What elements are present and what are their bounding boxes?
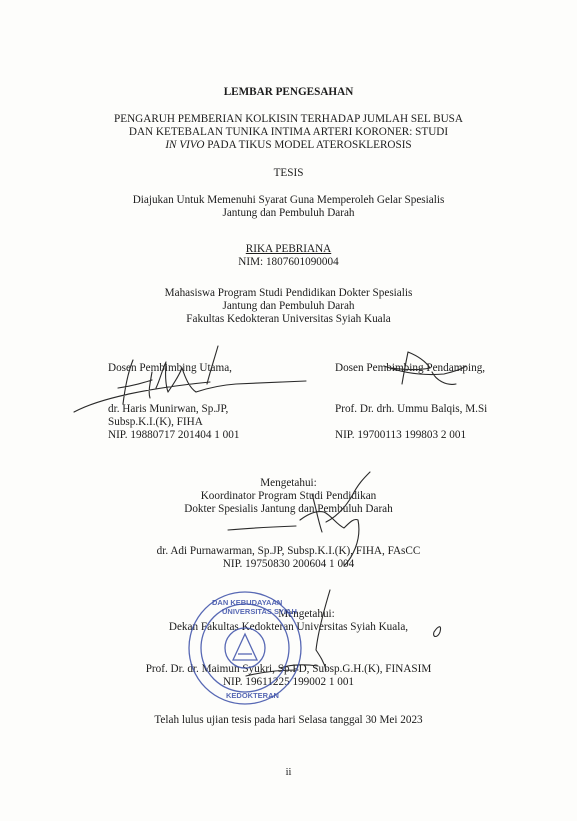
stamp-text-bottom: KEDOKTERAN bbox=[226, 691, 279, 700]
supervisor-main-nip: NIP. 19880717 201404 1 001 bbox=[108, 429, 240, 441]
purpose-line1: Diajukan Untuk Memenuhi Syarat Guna Memperoleh Gelar Spesialis bbox=[132, 194, 445, 206]
program-line3: Fakultas Kedokteran Universitas Syiah Kuala bbox=[186, 313, 391, 325]
dean-role: Dekan Fakultas Kedokteran Universitas Syiah Kuala, bbox=[168, 621, 409, 633]
coordinator-nip: NIP. 19750830 200604 1 004 bbox=[222, 558, 355, 570]
dean-nip: NIP. 19611225 199002 1 001 bbox=[222, 676, 355, 688]
purpose-line2: Jantung dan Pembuluh Darah bbox=[222, 207, 355, 219]
thesis-title-line2: DAN KETEBALAN TUNIKA INTIMA ARTERI KORONER: STUDI bbox=[128, 126, 449, 138]
program-line2: Jantung dan Pembuluh Darah bbox=[222, 300, 355, 312]
stamp-text-top: DAN KEBUDAYAAN bbox=[212, 598, 283, 607]
coordinator-role-line1: Koordinator Program Studi Pendidikan bbox=[200, 490, 377, 502]
thesis-title-line1: PENGARUH PEMBERIAN KOLKISIN TERHADAP JUMLAH SEL BUSA bbox=[114, 113, 463, 125]
program-line1: Mahasiswa Program Studi Pendidikan Dokter Spesialis bbox=[164, 287, 413, 299]
dean-known: Mengetahui: bbox=[278, 608, 335, 620]
dean-name: Prof. Dr. dr. Maimun Syukri, Sp.PD, Subsp.G.H.(K), FINASIM bbox=[145, 663, 432, 675]
page-heading: LEMBAR PENGESAHAN bbox=[223, 86, 354, 98]
supervisor-main-name-line2: Subsp.K.I.(K), FIHA bbox=[108, 416, 203, 428]
passed-statement: Telah lulus ujian tesis pada hari Selasa tanggal 30 Mei 2023 bbox=[154, 714, 423, 726]
coordinator-name: dr. Adi Purnawarman, Sp.JP, Subsp.K.I.(K), FIHA, FAsCC bbox=[156, 545, 421, 557]
author-name-text: RIKA PEBRIANA bbox=[245, 243, 332, 255]
supervisor-co-nip: NIP. 19700113 199803 2 001 bbox=[335, 429, 467, 441]
thesis-title-italic: IN VIVO bbox=[165, 139, 205, 151]
supervisor-co-name: Prof. Dr. drh. Ummu Balqis, M.Si bbox=[335, 403, 488, 415]
supervisor-main-name-line1: dr. Haris Munirwan, Sp.JP, bbox=[108, 403, 229, 415]
supervisor-main-role: Dosen Pembimbing Utama, bbox=[108, 362, 232, 374]
thesis-title-rest: PADA TIKUS MODEL ATEROSKLEROSIS bbox=[204, 139, 412, 151]
page-number: ii bbox=[285, 767, 292, 778]
coordinator-known: Mengetahui: bbox=[260, 477, 317, 489]
author-nim: NIM: 1807601090004 bbox=[238, 256, 339, 268]
stamp-text-mid: UNIVERSITAS SYIAH bbox=[222, 607, 297, 616]
document-type: TESIS bbox=[273, 167, 304, 179]
supervisor-co-role: Dosen Pembimbing Pendamping, bbox=[335, 362, 486, 374]
coordinator-role-line2: Dokter Spesialis Jantung dan Pembuluh Darah bbox=[184, 503, 393, 515]
